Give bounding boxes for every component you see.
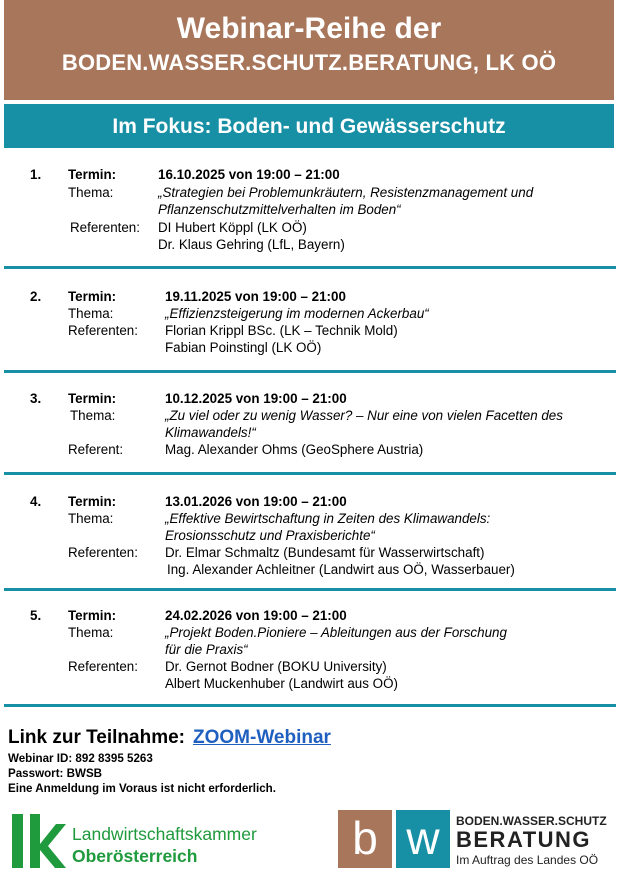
session-theme-line2: für die Praxis“	[165, 642, 248, 657]
divider	[4, 704, 616, 707]
session-theme-line2: Pflanzenschutzmittelverhalten im Boden“	[158, 202, 401, 217]
focus-banner: Im Fokus: Boden- und Gewässerschutz	[4, 104, 614, 148]
session-speaker-2: Ing. Alexander Achleitner (Landwirt aus OÖ, Wasserbauer)	[167, 562, 515, 577]
webinar-password: Passwort: BWSB	[8, 767, 103, 780]
session-speaker-2: Fabian Poinstingl (LK OÖ)	[165, 340, 322, 355]
session-speaker-1: Dr. Elmar Schmaltz (Bundesamt für Wasserwirtschaft)	[165, 545, 485, 560]
referenten-label: Referenten:	[68, 545, 138, 560]
bwsb-name-line1: BODEN.WASSER.SCHUTZ	[456, 814, 607, 828]
registration-note: Eine Anmeldung im Voraus ist nicht erforderlich.	[8, 782, 276, 795]
termin-label: Termin:	[68, 167, 117, 182]
termin-label: Termin:	[68, 608, 117, 623]
session-number: 4.	[30, 494, 42, 509]
session-speaker-1: DI Hubert Köppl (LK OÖ)	[158, 220, 307, 235]
referenten-label: Referenten:	[68, 659, 138, 674]
session-date: 13.01.2026 von 19:00 – 21:00	[165, 494, 347, 509]
lk-name-line1: Landwirtschaftskammer	[72, 824, 257, 844]
divider	[4, 370, 616, 373]
bwsb-b-mark: b	[338, 810, 392, 868]
webinar-id: Webinar ID: 892 8395 5263	[8, 752, 153, 765]
session-date: 19.11.2025 von 19:00 – 21:00	[165, 289, 346, 304]
session-number: 2.	[30, 289, 42, 304]
participation-label: Link zur Teilnahme:	[8, 727, 186, 748]
referenten-label: Referenten:	[68, 323, 138, 338]
thema-label: Thema:	[68, 511, 114, 526]
session-speaker-1: Florian Krippl BSc. (LK – Technik Mold)	[165, 323, 398, 338]
divider	[4, 472, 616, 475]
page-title: Webinar-Reihe der	[176, 12, 442, 45]
page-subtitle: BODEN.WASSER.SCHUTZ.BERATUNG, LK OÖ	[61, 50, 557, 75]
lk-name-line2: Oberösterreich	[72, 846, 198, 866]
session-theme-line1: „Projekt Boden.Pioniere – Ableitungen aus der Forschung	[165, 625, 507, 640]
termin-label: Termin:	[68, 391, 117, 406]
bwsb-name-line2: BERATUNG	[456, 827, 592, 852]
thema-label: Thema:	[68, 306, 114, 321]
referenten-label: Referenten:	[70, 220, 140, 235]
session-theme-line1: „Effektive Bewirtschaftung in Zeiten des Klimawandels:	[165, 511, 491, 526]
bwsb-w-mark: w	[396, 810, 450, 868]
session-number: 5.	[30, 608, 42, 623]
zoom-webinar-link[interactable]: ZOOM-Webinar	[193, 727, 331, 748]
session-speaker-2: Albert Muckenhuber (Landwirt aus OÖ)	[165, 676, 398, 691]
session-theme-line1: „Effizienzsteigerung im modernen Ackerbau“	[165, 306, 429, 321]
thema-label: Thema:	[70, 408, 116, 423]
session-theme-line2: Erosionsschutz und Praxisberichte“	[165, 528, 375, 543]
session-theme-line1: „Strategien bei Problemunkräutern, Resistenzmanagement und	[158, 185, 534, 200]
header-banner	[4, 0, 614, 100]
divider	[4, 266, 616, 269]
session-speaker-1: Mag. Alexander Ohms (GeoSphere Austria)	[165, 442, 424, 457]
session-date: 10.12.2025 von 19:00 – 21:00	[165, 391, 347, 406]
bwsb-name-line3: Im Auftrag des Landes OÖ	[456, 853, 599, 867]
session-number: 3.	[30, 391, 42, 406]
bwsb-logo	[338, 810, 610, 870]
thema-label: Thema:	[68, 625, 114, 640]
session-theme-line1: „Zu viel oder zu wenig Wasser? – Nur eine von vielen Facetten des	[165, 408, 563, 423]
termin-label: Termin:	[68, 494, 117, 509]
termin-label: Termin:	[68, 289, 117, 304]
session-date: 24.02.2026 von 19:00 – 21:00	[165, 608, 347, 623]
session-date: 16.10.2025 von 19:00 – 21:00	[158, 167, 340, 182]
lk-logo-icon	[10, 812, 66, 870]
session-number: 1.	[30, 167, 42, 182]
participation-row	[8, 725, 608, 751]
session-speaker-2: Dr. Klaus Gehring (LfL, Bayern)	[158, 237, 345, 252]
session-theme-line2: Klimawandels!“	[165, 425, 256, 440]
participation-section	[8, 725, 608, 796]
thema-label: Thema:	[68, 185, 114, 200]
referent-label: Referent:	[68, 442, 124, 457]
session-speaker-1: Dr. Gernot Bodner (BOKU University)	[165, 659, 387, 674]
divider	[4, 588, 616, 591]
lk-logo	[10, 812, 310, 870]
